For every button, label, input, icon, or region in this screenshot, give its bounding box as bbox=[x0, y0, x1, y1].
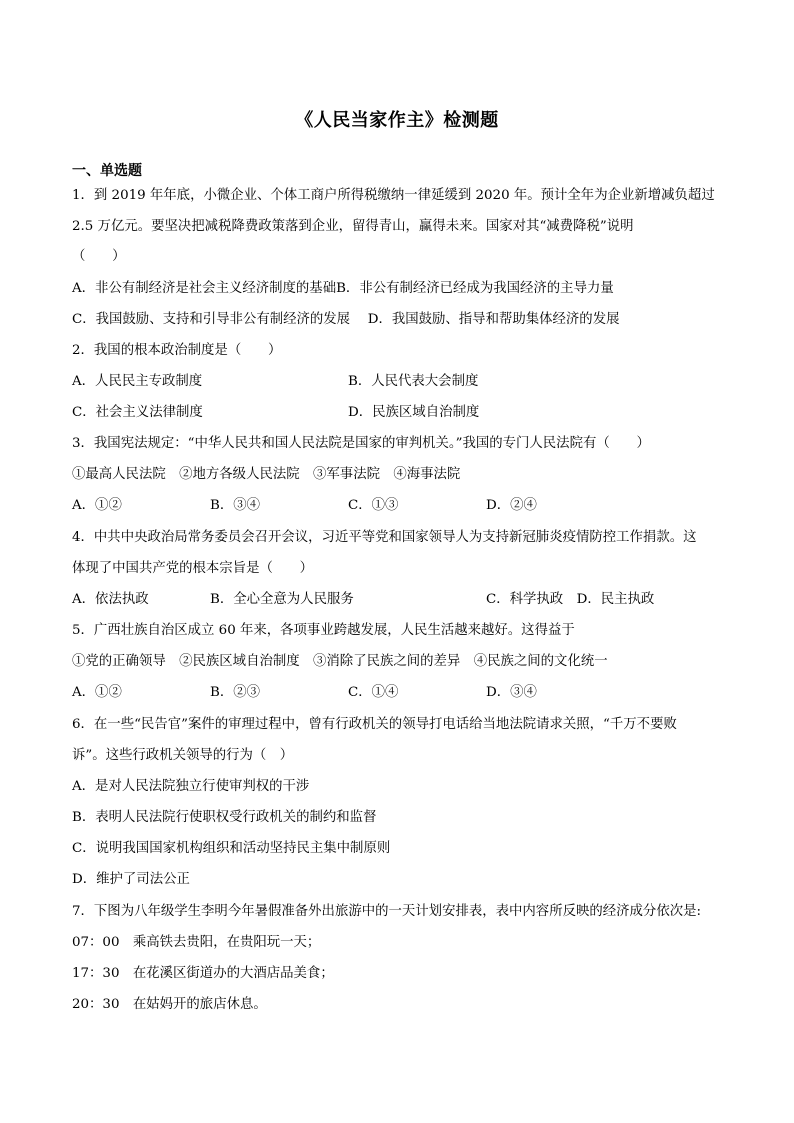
q2-stem: 2．我国的根本政治制度是（ ） bbox=[72, 343, 282, 358]
q6-stem-line2: 诉”。这些行政机关领导的行为（ ） bbox=[72, 748, 294, 763]
page-title: 《人民当家作主》检测题 bbox=[295, 110, 499, 131]
q4-option-b: B．全心全意为人民服务 bbox=[210, 592, 354, 607]
q2-option-c: C．社会主义法律制度 bbox=[72, 405, 203, 420]
q7-stem: 7．下图为八年级学生李明今年暑假准备外出旅游中的一天计划安排表，表中内容所反映的经济成分依次是: bbox=[72, 904, 701, 919]
q7-schedule-item-2: 17：30 在花溪区街道办的大酒店品美食； bbox=[72, 966, 334, 981]
q5-option-c: C．①④ bbox=[348, 685, 399, 700]
q5-option-d: D．③④ bbox=[486, 685, 537, 700]
q6-option-a: A．是对人民法院独立行使审判权的干涉 bbox=[72, 779, 310, 794]
q3-option-c: C．①③ bbox=[348, 498, 399, 513]
q6-option-b: B．表明人民法院行使职权受行政机关的制约和监督 bbox=[72, 810, 377, 825]
q3-items: ①最高人民法院 ②地方各级人民法院 ③军事法院 ④海事法院 bbox=[72, 467, 461, 482]
q7-schedule-item-3: 20：30 在姑妈开的旅店休息。 bbox=[72, 997, 267, 1012]
q5-items: ①党的正确领导 ②民族区域自治制度 ③消除了民族之间的差异 ④民族之间的文化统一 bbox=[72, 654, 608, 669]
q4-option-cd: C．科学执政 D．民主执政 bbox=[486, 592, 655, 607]
q2-option-a: A．人民民主专政制度 bbox=[72, 374, 203, 389]
q4-stem-line1: 4．中共中央政治局常务委员会召开会议，习近平等党和国家领导人为支持新冠肺炎疫情防控工作捐款。这 bbox=[72, 530, 697, 545]
q1-stem-line1: 1．到 2019 年年底，小微企业、个体工商户所得税缴纳一律延缓到 2020 年。预计全年为企业新增减负超过 bbox=[72, 188, 715, 203]
q1-option-ab: A．非公有制经济是社会主义经济制度的基础B．非公有制经济已经成为我国经济的主导力量 bbox=[72, 281, 614, 296]
q6-option-d: D．维护了司法公正 bbox=[72, 872, 190, 887]
q5-option-a: A．①② bbox=[72, 685, 122, 700]
q1-stem-line2: 2.5 万亿元。要坚决把减税降费政策落到企业，留得青山，赢得未来。国家对其“减费降税”说明 bbox=[72, 219, 634, 234]
q1-option-cd: C．我国鼓励、支持和引导非公有制经济的发展 D．我国鼓励、指导和帮助集体经济的发展 bbox=[72, 312, 620, 327]
q1-stem-line3: （ ） bbox=[72, 249, 126, 264]
section-heading: 一、单选题 bbox=[72, 163, 142, 179]
q6-stem-line1: 6．在一些“民告官”案件的审理过程中，曾有行政机关的领导打电话给当地法院请求关照，“千万不要败 bbox=[72, 717, 677, 732]
q5-option-b: B．②③ bbox=[210, 685, 261, 700]
q4-stem-line2: 体现了中国共产党的根本宗旨是（ ） bbox=[72, 561, 314, 576]
q2-option-d: D．民族区域自治制度 bbox=[348, 405, 480, 420]
q2-option-b: B．人民代表大会制度 bbox=[348, 374, 479, 389]
q3-option-b: B．③④ bbox=[210, 498, 261, 513]
q5-stem: 5．广西壮族自治区成立 60 年来，各项事业跨越发展，人民生活越来越好。这得益于 bbox=[72, 623, 575, 638]
q3-option-a: A．①② bbox=[72, 498, 122, 513]
q4-option-a: A．依法执政 bbox=[72, 592, 149, 607]
q6-option-c: C．说明我国国家机构组织和活动坚持民主集中制原则 bbox=[72, 841, 391, 856]
q3-stem: 3．我国宪法规定：“中华人民共和国人民法院是国家的审判机关。”我国的专门人民法院有（ ） bbox=[72, 436, 650, 451]
q7-schedule-item-1: 07：00 乘高铁去贵阳，在贵阳玩一天； bbox=[72, 935, 321, 950]
q3-option-d: D．②④ bbox=[486, 498, 537, 513]
